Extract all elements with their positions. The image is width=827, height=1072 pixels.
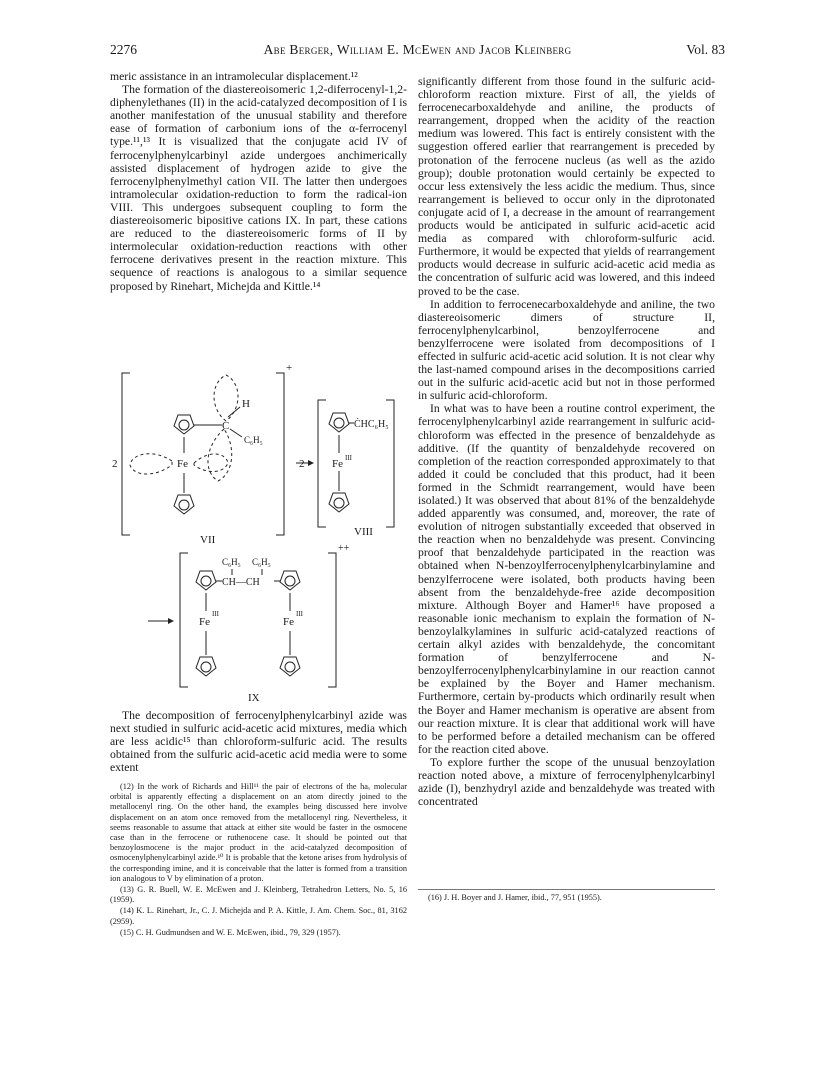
paragraph: To explore further the scope of the unusual benzoylation reaction noted above, a mixture of ferrocenylphenylcarbinyl azide (I), benzhydryl azide and benzaldehyde was treated with concentrated [418, 755, 715, 809]
cp-ring-ix-left-lower [196, 657, 216, 676]
page-number: 2276 [110, 42, 137, 57]
bracket-viii-left [318, 400, 326, 527]
orbital-lobe-fe-right [194, 454, 228, 472]
phenyl-ix-right: C₆H₅ [252, 557, 271, 567]
footnote: (16) J. H. Boyer and J. Hamer, ibid., 77, 951 (1955). [428, 893, 602, 902]
hydrogen-vii: H [242, 398, 250, 410]
bracket-ix-left [180, 553, 188, 687]
cp-ring-upper-inner [179, 420, 189, 430]
orbital-lobe-bottom [208, 429, 232, 481]
phenyl-ix-left: C₆H₅ [222, 557, 241, 567]
running-authors: Abe Berger, William E. McEwen and Jacob Kleinberg [263, 42, 572, 57]
paragraph: meric assistance in an intramolecular displacement.¹² [110, 70, 358, 83]
label-ix: IX [248, 692, 260, 704]
cp-ring-ix-right-lower [280, 657, 300, 676]
fe-viii: Fe [332, 458, 343, 470]
cp-ring-lower-inner [179, 500, 189, 510]
cp-ring-lower [174, 495, 194, 514]
cp-ring-viii-upper [329, 413, 349, 432]
cp-ring-ix-right-upper [280, 571, 300, 590]
fe-ix-left-oxidation: III [212, 610, 219, 618]
paragraph: In addition to ferrocenecarboxaldehyde and aniline, the two diastereoisomeric dimers of structure II, ferrocenylphenylcarbinol, benzoylferrocene and benzylferrocene were isolated from decompositions of I effected in sulfuric acid-acetic acid solution. It is not clear why the last-named compound arises in the decompositions carried out in the sulfuric acid-acetic acid but not in those performed in sulfuric acid-chloroform. [418, 297, 715, 403]
structures-svg [110, 365, 407, 705]
label-vii: VII [200, 534, 216, 546]
left-column-top [110, 70, 407, 293]
paragraph: The decomposition of ferrocenylphenylcarbinyl azide was next studied in sulfuric acid-acetic acid mixtures, media which are less acidic¹⁵ than chloroform-sulfuric acid. The results obtained from the sulfuric acid-acetic acid media were to some extent [110, 709, 407, 775]
left-footnotes [110, 782, 407, 939]
orbital-lobe-top [214, 375, 238, 421]
cp-ring-upper [174, 415, 194, 434]
charge-vii: + [286, 365, 293, 374]
volume-number: Vol. 83 [686, 42, 725, 57]
coefficient-vii: 2 [112, 458, 118, 470]
paragraph: The formation of the diastereoisomeric 1,2-diferrocenyl-1,2-diphenylethanes (II) in the acid-catalyzed decomposition of I is another manifestation of the unusual stability and therefore ease of formation of carbonium ions of the α-ferrocenyl type.¹¹,¹³ It is visualized that the conjugate acid IV of ferrocenylphenylcarbinyl azide undergoes anchimerically assisted displacement of hydrogen azide to give the ferrocenylphenylmethyl cation VII. The latter then undergoes intramolecular oxidation-reduction to form the radical-ion VIII. This undergoes subsequent coupling to form the diastereoisomeric bipositive cations IX. In part, these cations are reduced to the diastereoisomeric forms of II by intermolecular oxidation-reduction reactions with other ferrocene derivatives present in the reaction mixture. This sequence of reactions is analogous to a similar sequence proposed by Rinehart, Michejda and Kittle.¹⁴ [110, 83, 407, 293]
cp-ring-ix-left-upper [196, 571, 216, 590]
footnote: (12) In the work of Richards and Hill¹¹ the pair of electrons of the haₓ molecular orbital is apparently effecting a displacement on an atom directly joined to the metallocenyl ring. On the other hand, the examples being discussed here involve displacement on an atom once removed from the metallocenyl ring. Nevertheless, it seems reasonable to assume that attack at either site would be faster in the osmocene case than in the ferrocene or ruthenocene case. It should be pointed out that benzoylosmocene is the major product in the acid-catalyzed decomposition of osmocenylphenylcarbinyl azide.¹⁰ It is probable that the ketone arises from hydrolysis of the corresponding imine, and it is conceivable that the latter is formed from a transition ion analogous to V by elimination of a proton. [110, 782, 407, 883]
label-viii: VIII [354, 526, 373, 538]
fe-ix-left: Fe [199, 616, 210, 628]
paragraph: significantly different from those found in the sulfuric acid-chloroform reaction mixture. First of all, the yields of ferrocenecarboxaldehyde and aniline, the products of rearrangement, dropped when the acidity of the reaction medium was lowered. This fact is entirely consistent with the suggestion offered earlier that rearrangement is preceded by protonation of the ferrocene nucleus (as well as the azido group); double protonation would certainly be expected to occur less extensively the less acidic the medium. Thus, since rearrangement is believed to occur only in the diprotonated conjugate acid of I, a decrease in the amount of rearrangement products would be anticipated in sulfuric acid-acetic acid media as compared with chloroform-sulfuric acid. Furthermore, it would be expected that yields of rearrangement products would decrease in sulfuric acid-acetic acid media as the concentration of sulfuric acid was lowered, and this indeed proved to be the case. [418, 75, 715, 298]
right-column [418, 75, 715, 808]
footnote: (13) G. R. Buell, W. E. McEwen and J. Kleinberg, Tetrahedron Letters, No. 5, 16 (1959). [110, 885, 407, 905]
bracket-vii-right [276, 373, 284, 535]
fe-vii: Fe [177, 458, 188, 470]
fe-ix-right-oxidation: III [296, 610, 303, 618]
bracket-ix-right [328, 553, 336, 687]
running-header [110, 42, 725, 60]
arrow-viii-head [308, 460, 314, 466]
cp-ring-viii-lower [329, 493, 349, 512]
ch-ch-ix: CH—CH [222, 577, 260, 588]
left-column-bottom [110, 709, 407, 774]
chemical-structures-figure [110, 365, 407, 705]
right-footnotes [418, 893, 715, 904]
fe-viii-oxidation: III [345, 454, 352, 462]
charge-ix: ++ [338, 543, 350, 554]
coefficient-viii: 2 [299, 458, 305, 470]
fe-ix-right: Fe [283, 616, 294, 628]
phenyl-vii: C₆H₅ [244, 435, 263, 445]
bracket-vii-left [122, 373, 130, 535]
orbital-lobe-fe [130, 454, 172, 474]
arrow-ix-head [168, 618, 174, 624]
paragraph: In what was to have been a routine control experiment, the ferrocenylphenylcarbinyl azide rearrangement in sulfuric acid-chloroform was effected in the presence of benzaldehyde as additive. (If the quantity of benzaldehyde recovered on completion of the reaction corresponded approximately to that added it could be concluded that this product, had it been formed in the Schmidt rearrangement, would have been isolated.) It was observed that about 81% of the benzaldehyde added apparently was consumed, and, moreover, the rate of evolution of nitrogen substantially exceeded that observed in the reaction when no benzaldehyde was present. Convincing proof that benzaldehyde participated in the reaction was obtained when N-benzoylferrocenylphenylcarbinylamine and benzylferrocene were isolated, both products having been absent from the benzaldehyde-free azide decomposition mixture. Although Boyer and Hamer¹⁶ have proposed a reasonable ionic mechanism to explain the formation of N-benzoylalkylamines in sulfuric acid-catalyzed reactions of certain alkyl azides with benzaldehyde, the concomitant formation of benzylferrocene and N-benzoylferrocenylphenylcarbinylamine in our reaction cannot be explained by the Boyer and Hamer mechanism. Furthermore, certain by-products which ordinarily result when the Boyer and Hamer mechanism is operative are absent from our reaction mixture. It is clear that additional work will have to be performed before a detailed mechanism can be offered for the reaction cited above. [418, 402, 715, 756]
footnote: (14) K. L. Rinehart, Jr., C. J. Michejda and P. A. Kittle, J. Am. Chem. Soc., 81, 3162 (2959). [110, 906, 407, 926]
footnote-rule [418, 889, 715, 890]
chc6h5-viii: ĊHC₆H₅ [354, 419, 389, 430]
footnote: (15) C. H. Gudmundsen and W. E. McEwen, ibid., 79, 329 (1957). [120, 927, 341, 937]
carbon-vii: C [222, 420, 230, 432]
